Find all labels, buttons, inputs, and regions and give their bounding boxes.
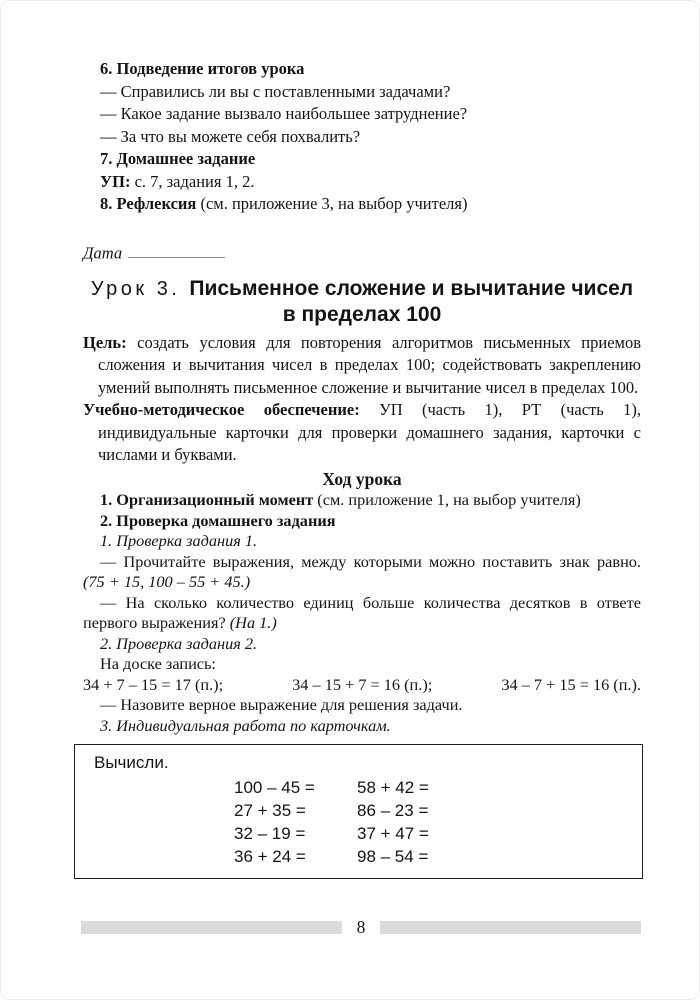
step-1-note: (см. приложение 1, на выбор учителя) <box>317 490 581 509</box>
lesson-flow-section <box>83 490 641 736</box>
footer-rule-left <box>81 921 342 934</box>
lesson-number-label: Урок 3. <box>90 277 181 300</box>
course-heading: Ход урока <box>322 468 402 489</box>
card-equation: 37 + 47 = <box>357 824 429 843</box>
goal-text: создать условия для повторения алгоритмов письменных приемов сложения и вычитания чисел в пределах 100; содействовать закреплению умений выполнять письменное сложение и вычитание чисел в пределах 100. <box>98 332 642 397</box>
previous-lesson-summary <box>83 58 641 216</box>
check-task-1-question-text: — Прочитайте выражения, между которыми можно поставить знак равно. <box>100 551 641 571</box>
question-line-3: — За что вы можете себя похвалить? <box>100 126 361 146</box>
footer-rule-right <box>380 921 641 934</box>
check-task-1-answer: (75 + 15, 100 – 55 + 45.) <box>83 572 251 591</box>
board-equation-2: 34 – 15 + 7 = 16 (п.); <box>292 674 433 694</box>
goal-paragraph <box>83 332 641 400</box>
question-line-1: — Справились ли вы с поставленными задачами? <box>100 81 451 101</box>
lesson-title <box>83 276 641 328</box>
date-line <box>83 241 641 265</box>
page-content <box>83 58 641 879</box>
board-equation-3: 34 – 7 + 15 = 16 (п.). <box>501 674 641 694</box>
page-number: 8 <box>356 917 366 937</box>
check-task-1-answer-2: (На 1.) <box>229 613 277 632</box>
section-heading-6: 6. Подведение итогов урока <box>100 59 305 78</box>
card-equation: 98 – 54 = <box>357 847 429 866</box>
check-task-2-question: — Назовите верное выражение для решения задачи. <box>100 695 463 714</box>
reflection-note: (см. приложение 3, на выбор учителя) <box>200 194 468 213</box>
step-1-line <box>83 490 641 511</box>
board-equations-row <box>83 675 641 696</box>
check-task-1-question <box>83 552 641 593</box>
materials-label: Учебно-методическое обеспечение: <box>83 400 360 419</box>
board-note-label: На доске запись: <box>100 654 216 673</box>
check-task-1-question-2 <box>83 593 641 634</box>
section-heading-7: 7. Домашнее задание <box>100 149 256 168</box>
check-task-1-title: 1. Проверка задания 1. <box>100 531 258 550</box>
question-line-2: — Какое задание вызвало наибольшее затруднение? <box>100 104 468 123</box>
step-2-heading: 2. Проверка домашнего задания <box>100 510 336 530</box>
materials-paragraph <box>83 399 641 467</box>
step-1-heading: 1. Организационный момент <box>100 490 314 509</box>
materials-text: УП (часть 1), РТ (часть 1), индивидуальные карточки для проверки домашнего задания, карточки с числами и буквами. <box>98 400 641 464</box>
lesson-title-line2: в пределах 100 <box>282 302 442 326</box>
card-equation: 27 + 35 = <box>234 801 306 820</box>
reflection-heading: 8. Рефлексия <box>100 194 197 213</box>
goal-label: Цель: <box>83 332 127 352</box>
worksheet-card-columns <box>234 776 642 868</box>
card-column-1 <box>234 776 357 868</box>
card-equation: 36 + 24 = <box>234 847 306 866</box>
card-equation: 32 – 19 = <box>234 824 306 843</box>
lesson-title-line1: Письменное сложение и вычитание чисел <box>189 276 634 300</box>
board-equation-1: 34 + 7 – 15 = 17 (п.); <box>83 674 224 694</box>
individual-work-title: 3. Индивидуальная работа по карточкам. <box>100 715 391 735</box>
card-equation: 100 – 45 = <box>234 778 315 797</box>
date-blank-underline <box>128 241 225 259</box>
check-task-2-title: 2. Проверка задания 2. <box>100 633 258 653</box>
worksheet-card-box <box>74 744 643 879</box>
date-label: Дата <box>83 243 123 262</box>
homework-abbreviation: УП: <box>100 171 131 191</box>
card-column-2 <box>357 776 429 868</box>
homework-text: с. 7, задания 1, 2. <box>134 171 255 191</box>
card-equation: 86 – 23 = <box>357 801 429 820</box>
card-equation: 58 + 42 = <box>357 778 429 797</box>
page-footer <box>81 917 641 937</box>
check-task-1-question-2-text: — На сколько количество единиц больше количества десятков в ответе первого выражения? <box>83 592 641 632</box>
homework-line <box>83 171 641 194</box>
section-heading-8 <box>83 193 641 216</box>
worksheet-card-title: Вычисли. <box>94 753 169 772</box>
